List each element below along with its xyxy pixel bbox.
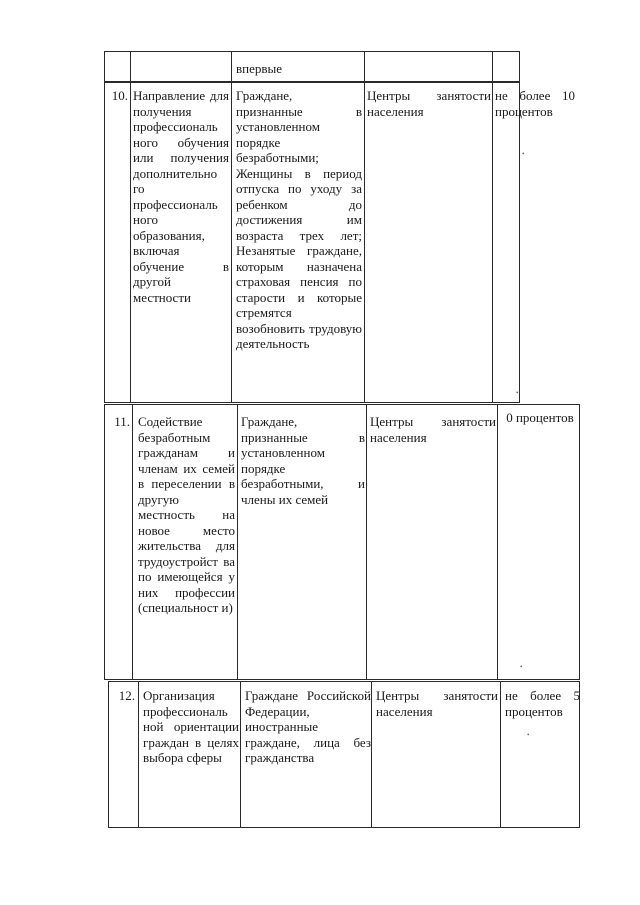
table-cell-share: [495, 88, 575, 119]
row-number-text: 10.: [111, 88, 128, 103]
cell-text: Организация профессиональ ной ориентации граждан в целях выбора сферы: [143, 688, 239, 765]
table-cell-share: [505, 688, 580, 719]
cell-text: Центры занятости населения: [367, 88, 491, 119]
scan-speck: •: [520, 663, 523, 671]
column-divider: [231, 51, 232, 82]
column-divider: [240, 681, 241, 828]
column-divider: [500, 681, 501, 828]
table-cell-service: [143, 688, 239, 766]
column-divider: [130, 51, 131, 82]
column-divider: [237, 404, 238, 680]
cell-text: Центры занятости населения: [376, 688, 498, 719]
cell-text: Граждане Российской Федерации, иностранные граждане, лица без гражданства: [245, 688, 371, 765]
table-cell-provider: [376, 688, 498, 719]
column-divider: [364, 82, 365, 403]
row-number-text: 11.: [114, 414, 130, 429]
table-cell-provider: [367, 88, 491, 119]
column-divider: [130, 82, 131, 403]
column-divider: [231, 82, 232, 403]
table-cell-service: [138, 414, 235, 616]
column-divider: [371, 681, 372, 828]
cell-text: впервые: [236, 61, 283, 76]
column-divider: [497, 404, 498, 680]
cell-text: Центры занятости населения: [370, 414, 496, 445]
scan-speck: •: [522, 150, 525, 158]
cell-text: 0 процентов: [506, 410, 574, 425]
column-divider: [364, 51, 365, 82]
table-cell-recipients: [236, 61, 362, 77]
scan-speck: •: [527, 731, 530, 739]
table-cell-recipients: [245, 688, 371, 766]
cell-text: Граждане, признанные в установленном порядке безработными, и члены их семей: [241, 414, 365, 507]
row-number: [108, 688, 138, 704]
table-cell-provider: [370, 414, 496, 445]
column-divider: [132, 404, 133, 680]
cell-text: не более 10 процентов: [495, 88, 575, 119]
row-number-text: 12.: [118, 688, 135, 703]
cell-text: не более 5 процентов: [505, 688, 580, 719]
cell-text: Направление для получения профессиональ ного обучения или получения дополнительно го профессиональ ного образования, включая обучение в другой местности: [133, 88, 229, 305]
column-divider: [366, 404, 367, 680]
row-number: [104, 414, 132, 430]
table-cell-share: [500, 410, 580, 426]
row-number: [104, 88, 130, 104]
column-divider: [492, 82, 493, 403]
column-divider: [138, 681, 139, 828]
table-cell-service: [133, 88, 229, 305]
table-cell-recipients: [241, 414, 365, 507]
scan-speck: •: [516, 389, 519, 397]
column-divider: [492, 51, 493, 82]
cell-text: Граждане, признанные в установленном порядке безработными; Женщины в период отпуска по уходу за ребенком до достижения им возраста трех лет; Незанятые граждане, которым назначена страховая пенсия по старости и которые стремятся возобновить трудовую деятельность: [236, 88, 362, 351]
cell-text: Содействие безработным гражданам и членам их семей в переселении в другую местность на новое место жительства для трудоустройст ва по имеющейся у них профессии (специальност и): [138, 414, 235, 615]
table-cell-recipients: [236, 88, 362, 352]
